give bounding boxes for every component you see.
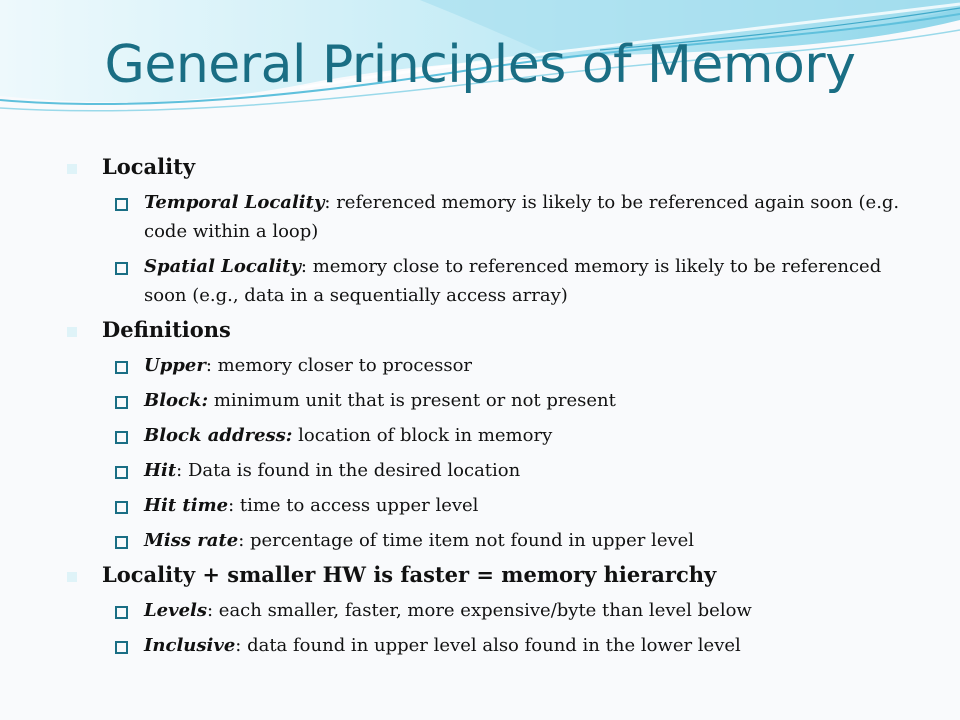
- hollow-square-bullet-icon: [115, 262, 128, 275]
- definition: : referenced memory is likely to be referenced again soon (e.g. code within a loop): [144, 192, 900, 242]
- definition: : Data is found in the desired location: [176, 460, 521, 481]
- term: Upper: [144, 355, 206, 376]
- section-heading-definitions: [64, 315, 914, 345]
- list-item: [144, 456, 914, 485]
- definition: : time to access upper level: [228, 495, 479, 516]
- hollow-square-bullet-icon: [115, 361, 128, 374]
- hollow-square-bullet-icon: [115, 466, 128, 479]
- definition: : data found in upper level also found in the lower level: [235, 635, 741, 656]
- definition: : percentage of time item not found in upper level: [238, 530, 695, 551]
- square-bullet-icon: [67, 327, 77, 337]
- term: Block address:: [144, 425, 293, 446]
- square-bullet-icon: [67, 164, 77, 174]
- definition: : memory close to referenced memory is likely to be referenced soon (e.g., data in a sequentially access array): [144, 256, 882, 306]
- section-heading-text: Locality: [102, 154, 196, 179]
- list-item: [144, 188, 914, 246]
- definition: : each smaller, faster, more expensive/byte than level below: [207, 600, 752, 621]
- term: Miss rate: [144, 530, 239, 551]
- definition: : memory closer to processor: [205, 355, 473, 376]
- square-bullet-icon: [67, 572, 77, 582]
- list-item: [144, 351, 914, 380]
- slide-title: General Principles of Memory: [104, 35, 856, 95]
- hollow-square-bullet-icon: [115, 198, 128, 211]
- section-heading-text: Locality + smaller HW is faster = memory hierarchy: [102, 562, 717, 587]
- list-item: [144, 421, 914, 450]
- term: Inclusive: [144, 635, 236, 656]
- list-item: [144, 386, 914, 415]
- term: Levels: [144, 600, 207, 621]
- term: Spatial Locality: [144, 256, 301, 277]
- hollow-square-bullet-icon: [115, 641, 128, 654]
- section-heading-memory-hierarchy: [64, 560, 914, 590]
- definition: minimum unit that is present or not present: [208, 390, 616, 411]
- list-item: [144, 491, 914, 520]
- hollow-square-bullet-icon: [115, 431, 128, 444]
- list-item: [144, 631, 914, 660]
- hollow-square-bullet-icon: [115, 606, 128, 619]
- list-item: [144, 596, 914, 625]
- term: Hit: [144, 460, 177, 481]
- section-heading-text: Definitions: [102, 317, 231, 342]
- hollow-square-bullet-icon: [115, 536, 128, 549]
- term: Hit time: [144, 495, 229, 516]
- hollow-square-bullet-icon: [115, 501, 128, 514]
- slide-body: [64, 152, 914, 660]
- definition: location of block in memory: [292, 425, 553, 446]
- section-heading-locality: [64, 152, 914, 182]
- list-item: [144, 526, 914, 555]
- term: Block:: [144, 390, 209, 411]
- term: Temporal Locality: [144, 192, 325, 213]
- list-item: [144, 252, 914, 310]
- hollow-square-bullet-icon: [115, 396, 128, 409]
